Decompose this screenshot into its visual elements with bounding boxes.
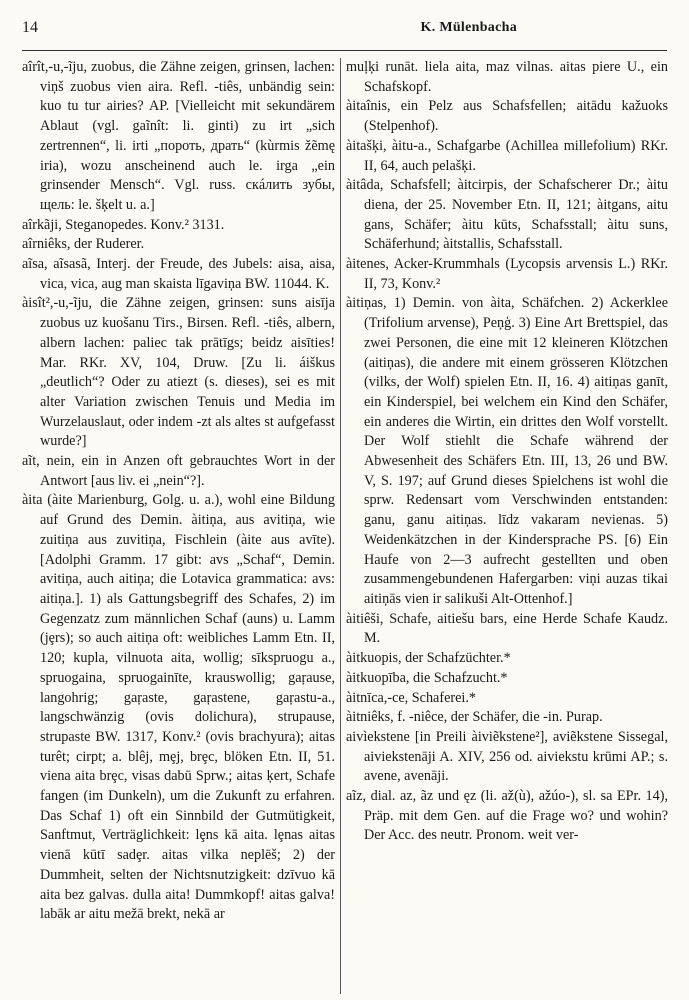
entry-aitaski: àitašķi, àitu-a., Schafgarbe (Achillea millefolium) RKr. II, 64, auch pelašķi.: [346, 137, 668, 174]
entry-aitiesi: àitiêši, Schafe, aitiešu bars, eine Herde Schafe Kaudz. M.: [346, 610, 668, 647]
entry-aisa: aĩsa, aĩsasã, Interj. der Freude, des Jubels: aisa, aisa, vica, vica, aug man skaista līgaviņa BW. 11044. K.: [22, 256, 335, 292]
entry-airnieks: aîrniêks, der Ruderer.: [22, 236, 145, 253]
entry-aita-continued: muļķi runāt. liela aita, maz vilnas. aitas piere U., ein Schafskopf.: [346, 59, 668, 95]
entry-aitnica: àitnīca,-ce, Schaferei.*: [346, 689, 476, 706]
page-number: 14: [22, 19, 38, 36]
entry-aitada: àitâda, Schafsfell; àitcirpis, der Schafscherer Dr.; àitu diena, der 25. November Etn. II, 121; àitgans, aitu gans, Schäfer; àitu kūts, Schafsstall; àitu suns, Schäferhund; àitstallis, Schafsstall.: [346, 177, 668, 253]
entry-aiviekstene: aivìekstene [in Preili àiviẽkstene²], aviẽkstene Sissegal, aiviekstenāji A. XIV, 256 od. aiviekstu krūmi AP.; s. avene, avenāji.: [346, 728, 668, 785]
entry-aita: àita (àite Marienburg, Golg. u. a.), wohl eine Bildung auf Grund des Demin. àitiņa, aus avitiņa, wie zuitiņa aus zuvitiņa, Fischlein (àite aus avīte). [Adolphi Gramm. 17 gibt: avs „Schaf“, Demin. avitiņa, auch aitiņa; die Lotavica grammatica: avs: aitiņa.]. 1) als Gattungsbegriff des Schafes, 2) im Gegenzatz zum männlichen Schaf (auns) u. Lamm (jȩrs); so auch aitiņa oft: weibliches Lamm Etn. II, 120; kupla, vilnuota aita, wollig; sīkspruogu a., spruogaina, spruogainīte, krauswollig; gaŗause, langohrig; gaŗaste, gaŗastene, gaŗastu-a., langschwänzig (ovis dolichura), strupause, strupaste BW. 1317, Konv.² (ovis brachyura); aitas turêt; cirpt; a. blêj, mȩj, brȩc, blöken Etn. II, 51. viena aita brȩc, visas dabū Sprw.; aitas ķert, Schafe fangen (im Dunkeln), um die Zukunft zu erfahren. Das Schaf 1) oft ein Sinnbild der Gutmütigkeit, Sanftmut, Verträglichkeit: lȩns kā aita. lȩnas aitas vienā kūtī sadȩr. aitas vilka neplēš; 2) der Dummheit, selten der Nichtsnutzigkeit: dzīvuo kā aita bez galvas. dulla aita! Dummkopf! aitas galva! labāk ar aitu mežā brekt, nekā ar: [22, 492, 335, 923]
entry-aisit: àisît²,-u,-ĩju, die Zähne zeigen, grinsen: suns aisīja zuobus uz kuošanu Tirs., Birsen. Refl. -tiês, albern, albern lachen: paliec tak prātīgs; beidz aisīties! Mar. RKr. XV, 104, Druw. [Zu li. áiškus „deutlich“? Oder zu atiezt (s. dieses), sei es mit alter Variation zwischen Tenuis und Media im Wurzelauslaut, oder indem -zt als altes st aufgefasst wurde?]: [22, 295, 335, 450]
entry-aitkuopiba: àitkuopība, die Schafzucht.*: [346, 669, 508, 686]
page-header: [22, 16, 667, 40]
entry-aitenes: àitenes, Acker-Krummhals (Lycopsis arvensis L.) RKr. II, 73, Konv.²: [346, 256, 668, 292]
entry-ait: aĩt, nein, ein in Anzen oft gebrauchtes Wort in der Antwort [aus liv. ei „nein“?].: [22, 453, 335, 489]
left-column: [22, 58, 335, 996]
entry-aitainis: àitaînis, ein Pelz aus Schafsfellen; aitādu kažuoks (Stelpenhof).: [346, 98, 668, 135]
running-head-author: K. Mülenbacha: [420, 20, 517, 35]
entry-aitinas: àitiņas, 1) Demin. von àita, Schäfchen. 2) Ackerklee (Trifolium arvense), Peņģ. 3) Eine Art Brettspiel, das zwei Personen, die eine mit 12 kleineren Klötzchen (aitiņas), die andere mit einem grösseren Klötzchen (vilks, der Wolf) spielen Etn. II, 16. 4) aitiņas ganīt, ein Kinderspiel, bei welchem ein Kind den Schäfer, ein anderes die Wirtin, ein drittes den Wolf vorstellt. Der Wolf stiehlt die Schafe während der Abwesenheit des Schäfers Etn. III, 13, 26 und BW. V, S. 197; auf Grund dieses Spielchens ist wohl die sprw. Redensart vom Verschwinden entstanden: ganu, ganu aitiņas. līdz vakaram nevienas. 5) Weidenkätzchen in der Kindersprache PS. [6) Ein Haufe von 2—3 aufrecht gestellten und oben zusammengebundenen Hafergarben: viņi auzas tikai aitiņās vien ir salikuši Alt-Ottenhof.]: [346, 295, 668, 607]
entry-aiz: aĩz, dial. az, ãz und ęz (li. až(ù), ažúo-), sl. sa EPr. 14), Präp. mit dem Gen. auf die Frage wo? und wohin? Der Acc. des neutr. Pronom. weit ver-: [346, 788, 668, 844]
header-rule: [22, 50, 667, 51]
entry-aitkuopis: àitkuopis, der Schafzüchter.*: [346, 650, 511, 667]
entry-aitnieks: àitniêks, f. -niêce, der Schäfer, die -in. Purap.: [346, 709, 603, 726]
column-divider: [340, 58, 341, 994]
entry-airit: aîrît,-u,-ĩju, zuobus, die Zähne zeigen, grinsen, lachen: viņš zuobus vien aira. Refl. -tiês, unbändig sein: kuo tu tur airies? AP. [Vielleicht mit sekundärem Ablaut (vgl. gaĩnît: li. ginti) zu irt „sich zertrennen“, li. irti „пороть, драть“ (kùrmis žẽmę iria), wozu anscheinend auch le. irga „ein grinsender Mensch“. Vgl. russ. скáлить зубы, щель: le. šķelt u. a.]: [22, 59, 335, 213]
right-column: [346, 58, 668, 996]
entry-airkaji: aîrkãji, Steganopedes. Konv.² 3131.: [22, 216, 225, 233]
